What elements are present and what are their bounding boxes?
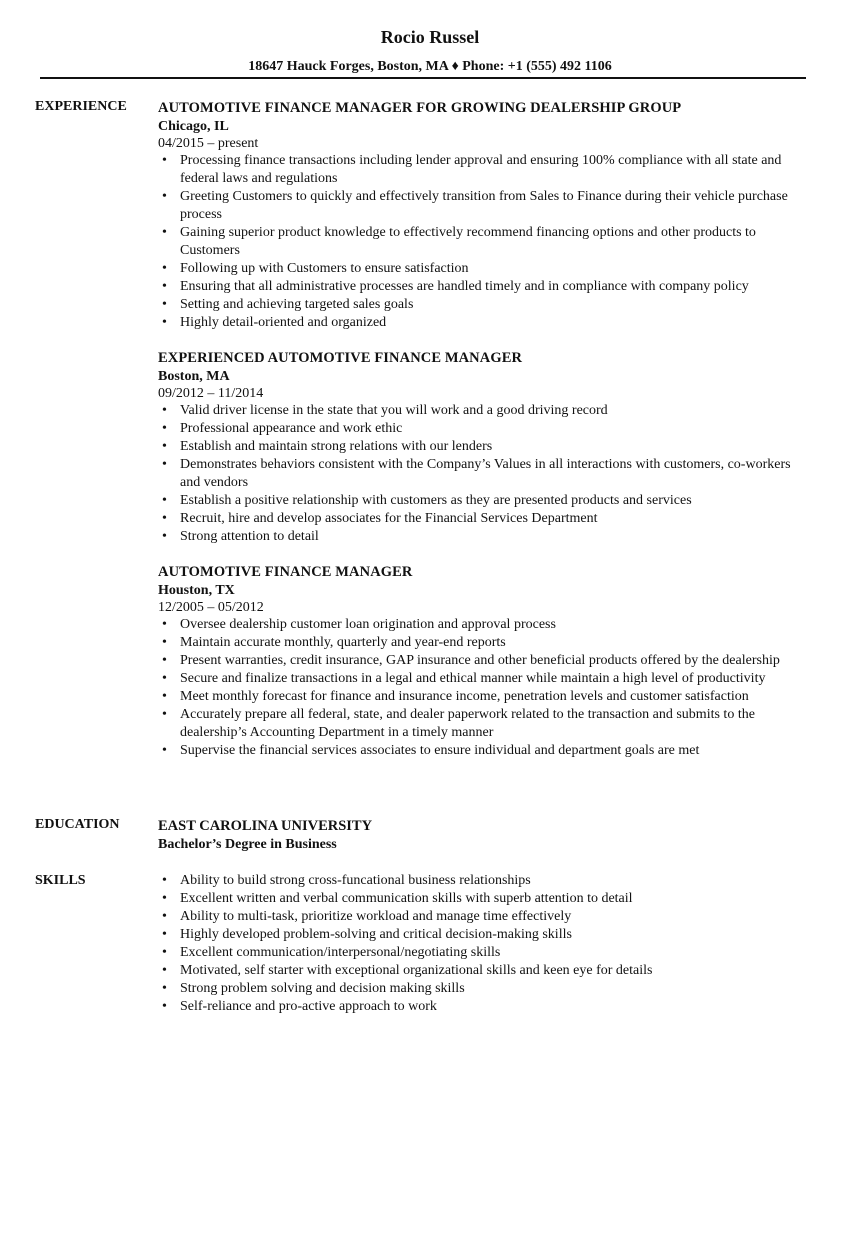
job-entry: [158, 348, 805, 546]
job-location: Chicago, IL: [158, 119, 229, 134]
bullet-marker: •: [162, 981, 167, 996]
job-bullets: [158, 402, 805, 546]
list-item: [158, 402, 805, 420]
experience-list: [158, 98, 805, 760]
list-item-text: Establish and maintain strong relations with our lenders: [180, 439, 493, 454]
bullet-marker: •: [162, 439, 167, 454]
list-item: [158, 706, 805, 742]
list-item-text: Present warranties, credit insurance, GAP insurance and other beneficial products offered by the dealership: [180, 653, 780, 668]
list-item: [158, 456, 805, 492]
list-item: [158, 224, 805, 260]
list-item: [158, 742, 805, 760]
bullet-marker: •: [162, 617, 167, 632]
list-item-text: Meet monthly forecast for finance and insurance income, penetration levels and customer satisfaction: [180, 689, 749, 704]
section-label-education: EDUCATION: [35, 817, 120, 832]
list-item-text: Demonstrates behaviors consistent with the Company’s Values in all interactions with customers, co-workers and vendors: [180, 457, 791, 490]
bullet-marker: •: [162, 909, 167, 924]
bullet-marker: •: [162, 963, 167, 978]
section-label-experience: EXPERIENCE: [35, 99, 127, 114]
candidate-name: Rocio Russel: [380, 27, 480, 47]
job-title: EXPERIENCED AUTOMOTIVE FINANCE MANAGER: [158, 350, 523, 366]
list-item: [158, 314, 805, 332]
skill-text: Self-reliance and pro-active approach to work: [180, 999, 437, 1014]
list-item: [158, 420, 805, 438]
job-dates: 12/2005 – 05/2012: [158, 600, 264, 615]
bullet-marker: •: [162, 297, 167, 312]
list-item-text: Greeting Customers to quickly and effectively transition from Sales to Finance during their vehicle purchase process: [180, 189, 788, 222]
job-entry: [158, 98, 805, 332]
bullet-marker: •: [162, 457, 167, 472]
bullet-marker: •: [162, 403, 167, 418]
list-item-text: Strong attention to detail: [180, 529, 319, 544]
job-bullets: [158, 616, 805, 760]
bullet-marker: •: [162, 279, 167, 294]
bullet-marker: •: [162, 635, 167, 650]
header-divider: [40, 77, 806, 79]
list-item-text: Following up with Customers to ensure satisfaction: [180, 261, 469, 276]
list-item-text: Ensuring that all administrative processes are handled timely and in compliance with company policy: [180, 279, 749, 294]
bullet-marker: •: [162, 689, 167, 704]
contact-line: 18647 Hauck Forges, Boston, MA ♦ Phone: +1 (555) 492 1106: [248, 59, 612, 74]
list-item-text: Establish a positive relationship with customers as they are presented products and services: [180, 493, 692, 508]
experience-section: [35, 98, 805, 776]
skill-text: Ability to multi-task, prioritize workload and manage time effectively: [180, 909, 572, 924]
skill-text: Ability to build strong cross-funcational business relationships: [180, 873, 531, 888]
bullet-marker: •: [162, 999, 167, 1014]
list-item: [158, 616, 805, 634]
bullet-marker: •: [162, 743, 167, 758]
skill-item: [158, 890, 805, 908]
list-item-text: Setting and achieving targeted sales goals: [180, 297, 414, 312]
job-title: AUTOMOTIVE FINANCE MANAGER FOR GROWING DEALERSHIP GROUP: [158, 100, 682, 116]
bullet-marker: •: [162, 707, 167, 722]
bullet-marker: •: [162, 891, 167, 906]
section-label-skills: SKILLS: [35, 873, 86, 888]
skills-section: [35, 872, 805, 1016]
list-item-text: Professional appearance and work ethic: [180, 421, 403, 436]
skill-item: [158, 998, 805, 1016]
skill-item: [158, 944, 805, 962]
bullet-marker: •: [162, 529, 167, 544]
list-item-text: Valid driver license in the state that you will work and a good driving record: [180, 403, 608, 418]
list-item-text: Processing finance transactions including lender approval and ensuring 100% compliance with all state and federal laws and regulations: [180, 153, 782, 186]
education-section: [35, 816, 805, 854]
list-item-text: Supervise the financial services associates to ensure individual and department goals are met: [180, 743, 700, 758]
skill-text: Highly developed problem-solving and critical decision-making skills: [180, 927, 572, 942]
bullet-marker: •: [162, 927, 167, 942]
job-dates: 04/2015 – present: [158, 136, 259, 151]
bullet-marker: •: [162, 493, 167, 508]
education-school: EAST CAROLINA UNIVERSITY: [158, 818, 373, 834]
list-item-text: Gaining superior product knowledge to effectively recommend financing options and other products to Customers: [180, 225, 756, 258]
list-item: [158, 438, 805, 456]
job-location: Boston, MA: [158, 369, 230, 384]
bullet-marker: •: [162, 153, 167, 168]
job-bullets: [158, 152, 805, 332]
list-item-text: Accurately prepare all federal, state, and dealer paperwork related to the transaction and submits to the dealership’s Accounting Department in a timely manner: [180, 707, 755, 740]
job-entry: [158, 562, 805, 760]
list-item: [158, 152, 805, 188]
list-item: [158, 188, 805, 224]
list-item: [158, 260, 805, 278]
list-item: [158, 528, 805, 546]
skill-text: Strong problem solving and decision making skills: [180, 981, 465, 996]
list-item: [158, 688, 805, 706]
list-item-text: Secure and finalize transactions in a legal and ethical manner while maintain a high level of productivity: [180, 671, 766, 686]
bullet-marker: •: [162, 261, 167, 276]
bullet-marker: •: [162, 653, 167, 668]
bullet-marker: •: [162, 225, 167, 240]
job-title: AUTOMOTIVE FINANCE MANAGER: [158, 564, 413, 580]
skill-item: [158, 962, 805, 980]
bullet-marker: •: [162, 189, 167, 204]
education-degree: Bachelor’s Degree in Business: [158, 837, 337, 852]
skill-text: Motivated, self starter with exceptional organizational skills and keen eye for details: [180, 963, 653, 978]
bullet-marker: •: [162, 421, 167, 436]
skill-text: Excellent written and verbal communication skills with superb attention to detail: [180, 891, 633, 906]
list-item: [158, 670, 805, 688]
resume-header: [0, 0, 860, 76]
list-item: [158, 652, 805, 670]
skills-list: [158, 872, 805, 1016]
list-item: [158, 492, 805, 510]
bullet-marker: •: [162, 671, 167, 686]
skill-text: Excellent communication/interpersonal/negotiating skills: [180, 945, 501, 960]
bullet-marker: •: [162, 873, 167, 888]
skill-item: [158, 926, 805, 944]
list-item-text: Highly detail-oriented and organized: [180, 315, 387, 330]
skill-item: [158, 872, 805, 890]
list-item: [158, 510, 805, 528]
bullet-marker: •: [162, 511, 167, 526]
list-item: [158, 634, 805, 652]
list-item-text: Maintain accurate monthly, quarterly and year-end reports: [180, 635, 506, 650]
skill-item: [158, 980, 805, 998]
list-item: [158, 296, 805, 314]
job-dates: 09/2012 – 11/2014: [158, 386, 264, 401]
job-location: Houston, TX: [158, 583, 235, 598]
list-item: [158, 278, 805, 296]
list-item-text: Recruit, hire and develop associates for the Financial Services Department: [180, 511, 598, 526]
bullet-marker: •: [162, 945, 167, 960]
list-item-text: Oversee dealership customer loan origination and approval process: [180, 617, 556, 632]
bullet-marker: •: [162, 315, 167, 330]
skill-item: [158, 908, 805, 926]
